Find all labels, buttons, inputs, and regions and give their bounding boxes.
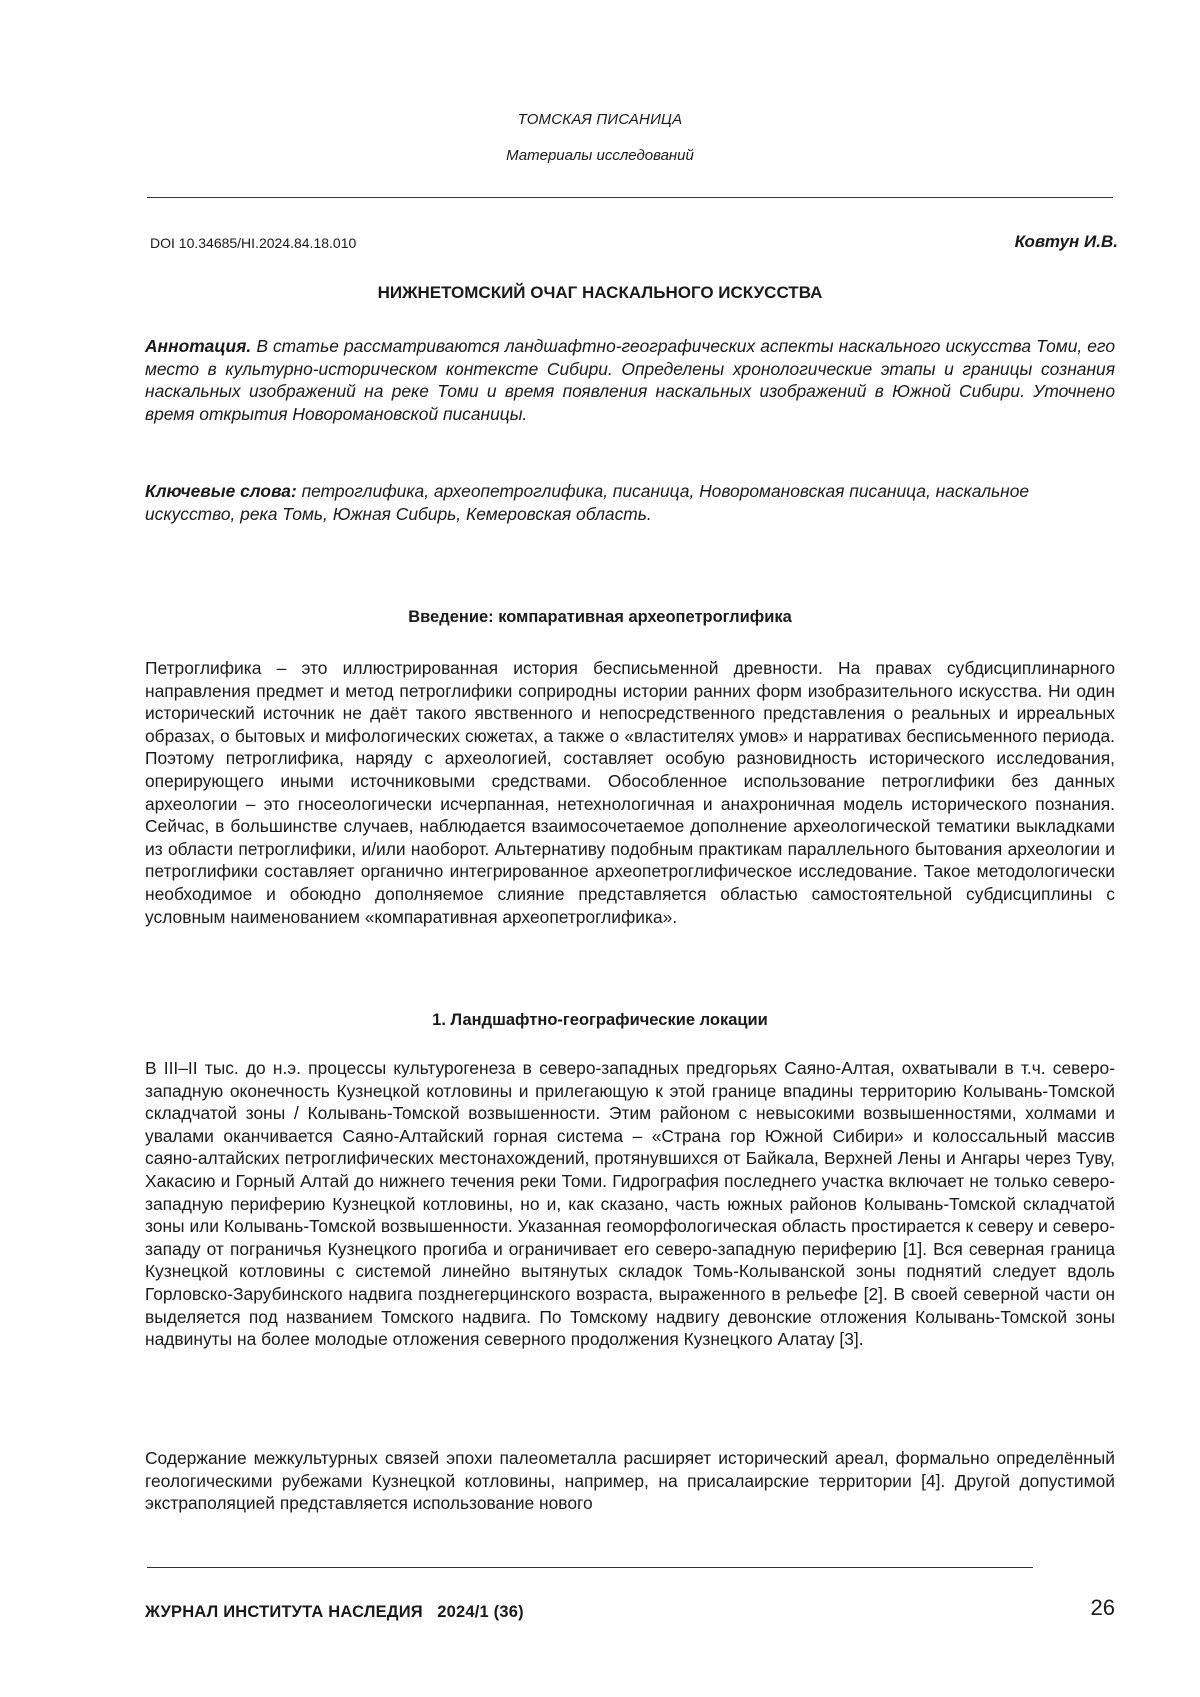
author-name: Ковтун И.В. xyxy=(1014,232,1118,251)
journal-footer: ЖУРНАЛ ИНСТИТУТА НАСЛЕДИЯ 2024/1 (36) xyxy=(145,1603,524,1621)
section-heading-landscape: 1. Ландшафтно-географические локации xyxy=(432,1011,768,1029)
abstract-text: В статье рассматриваются ландшафтно-географических аспекты наскального искусства Томи, его место в культурно-историческом контексте Сибири. Определены хронологические этапы и границы сознания наскальных изображений на реке Томи и время появления наскальных изображений в Южной Сибири. Уточнено время открытия Новоромановской писаницы. xyxy=(145,336,1115,424)
running-header-title: ТОМСКАЯ ПИСАНИЦА xyxy=(517,111,683,128)
keywords-text: петроглифика, археопетроглифика, писаница, Новоромановская писаница, наскальное искусство, река Томь, Южная Сибирь, Кемеровская область. xyxy=(145,481,1030,524)
abstract-label: Аннотация. xyxy=(145,336,252,356)
article-title: НИЖНЕТОМСКИЙ ОЧАГ НАСКАЛЬНОГО ИСКУССТВА xyxy=(377,283,823,302)
header-divider xyxy=(147,197,1113,198)
doi-label: DOI 10.34685/HI.2024.84.18.010 xyxy=(150,235,357,251)
paragraph-introduction: Петроглифика – это иллюстрированная история бесписьменной древности. На правах субдисциплинарного направления предмет и метод петроглифики соприродны истории ранних форм изобразительного искусства. Ни один исторический источник не даёт такого явственного и непосредственного представления о реальных и ирреальных образах, о бытовых и мифологических сюжетах, а также о «властителях умов» и нарративах бесписьменного периода. Поэтому петроглифика, наряду с археологией, составляет особую разновидность исторического исследования, оперирующего иными источниковыми средствами. Обособленное использование петроглифики без данных археологии – это гносеологически исчерпанная, нетехнологичная и анахроничная модель исторического познания. Сейчас, в большинстве случаев, наблюдается взаимосочетаемое дополнение археологической тематики выкладками из области петроглифики, и/или наоборот. Альтернативу подобным практикам параллельного бытования археологии и петроглифики составляет органично интегрированное археопетроглифическое исследование. Такое методологически необходимое и обоюдно дополняемое слияние представляется областью самостоятельной субдисциплины с условным наименованием «компаративная археопетроглифика». xyxy=(145,658,1115,927)
keywords-label: Ключевые слова: xyxy=(145,481,297,501)
section-heading-introduction: Введение: компаративная археопетроглифика xyxy=(408,608,792,626)
keywords xyxy=(145,480,1115,525)
footer-divider xyxy=(147,1567,1033,1568)
running-header-subtitle: Материалы исследований xyxy=(506,147,694,164)
paragraph-landscape-1: В III–II тыс. до н.э. процессы культурогенеза в северо-западных предгорьях Саяно-Алтая, охватывали в т.ч. северо-западную оконечность Кузнецкой котловины и прилегающую к этой границе впадины территорию Колывань-Томской складчатой зоны / Колывань-Томской возвышенности. Этим районом с невысокими возвышенностями, холмами и увалами оканчивается Саяно-Алтайский горная система – «Страна гор Южной Сибири» и колоссальный массив саяно-алтайских петроглифических местонахождений, протянувшихся от Байкала, Верхней Лены и Ангары через Туву, Хакасию и Горный Алтай до нижнего течения реки Томи. Гидрография последнего участка включает не только северо-западную периферию Кузнецкой котловины, но и, как сказано, часть южных районов Колывань-Томской складчатой зоны или Колывань-Томской возвышенности. Указанная геоморфологическая область простирается к северу и северо-западу от пограничья Кузнецкого прогиба и ограничивает его северо-западную периферию [1]. Вся северная граница Кузнецкой котловины с системой линейно вытянутых складок Томь-Колыванской зоны поднятий следует вдоль Горловско-Зарубинского надвига позднегерцинского возраста, выраженного в рельефе [2]. В своей северной части он выделяется под названием Томского надвига. По Томскому надвигу девонские отложения Колывань-Томской зоны надвинуты на более молодые отложения северного продолжения Кузнецкого Алатау [3]. xyxy=(145,1058,1115,1350)
abstract xyxy=(145,335,1115,425)
paragraph-landscape-2: Содержание межкультурных связей эпохи палеометалла расширяет исторический ареал, формально определённый геологическими рубежами Кузнецкой котловины, например, на присалаирские территории [4]. Другой допустимой экстраполяцией представляется использование нового xyxy=(145,1448,1115,1514)
page-number: 26 xyxy=(1090,1595,1115,1620)
